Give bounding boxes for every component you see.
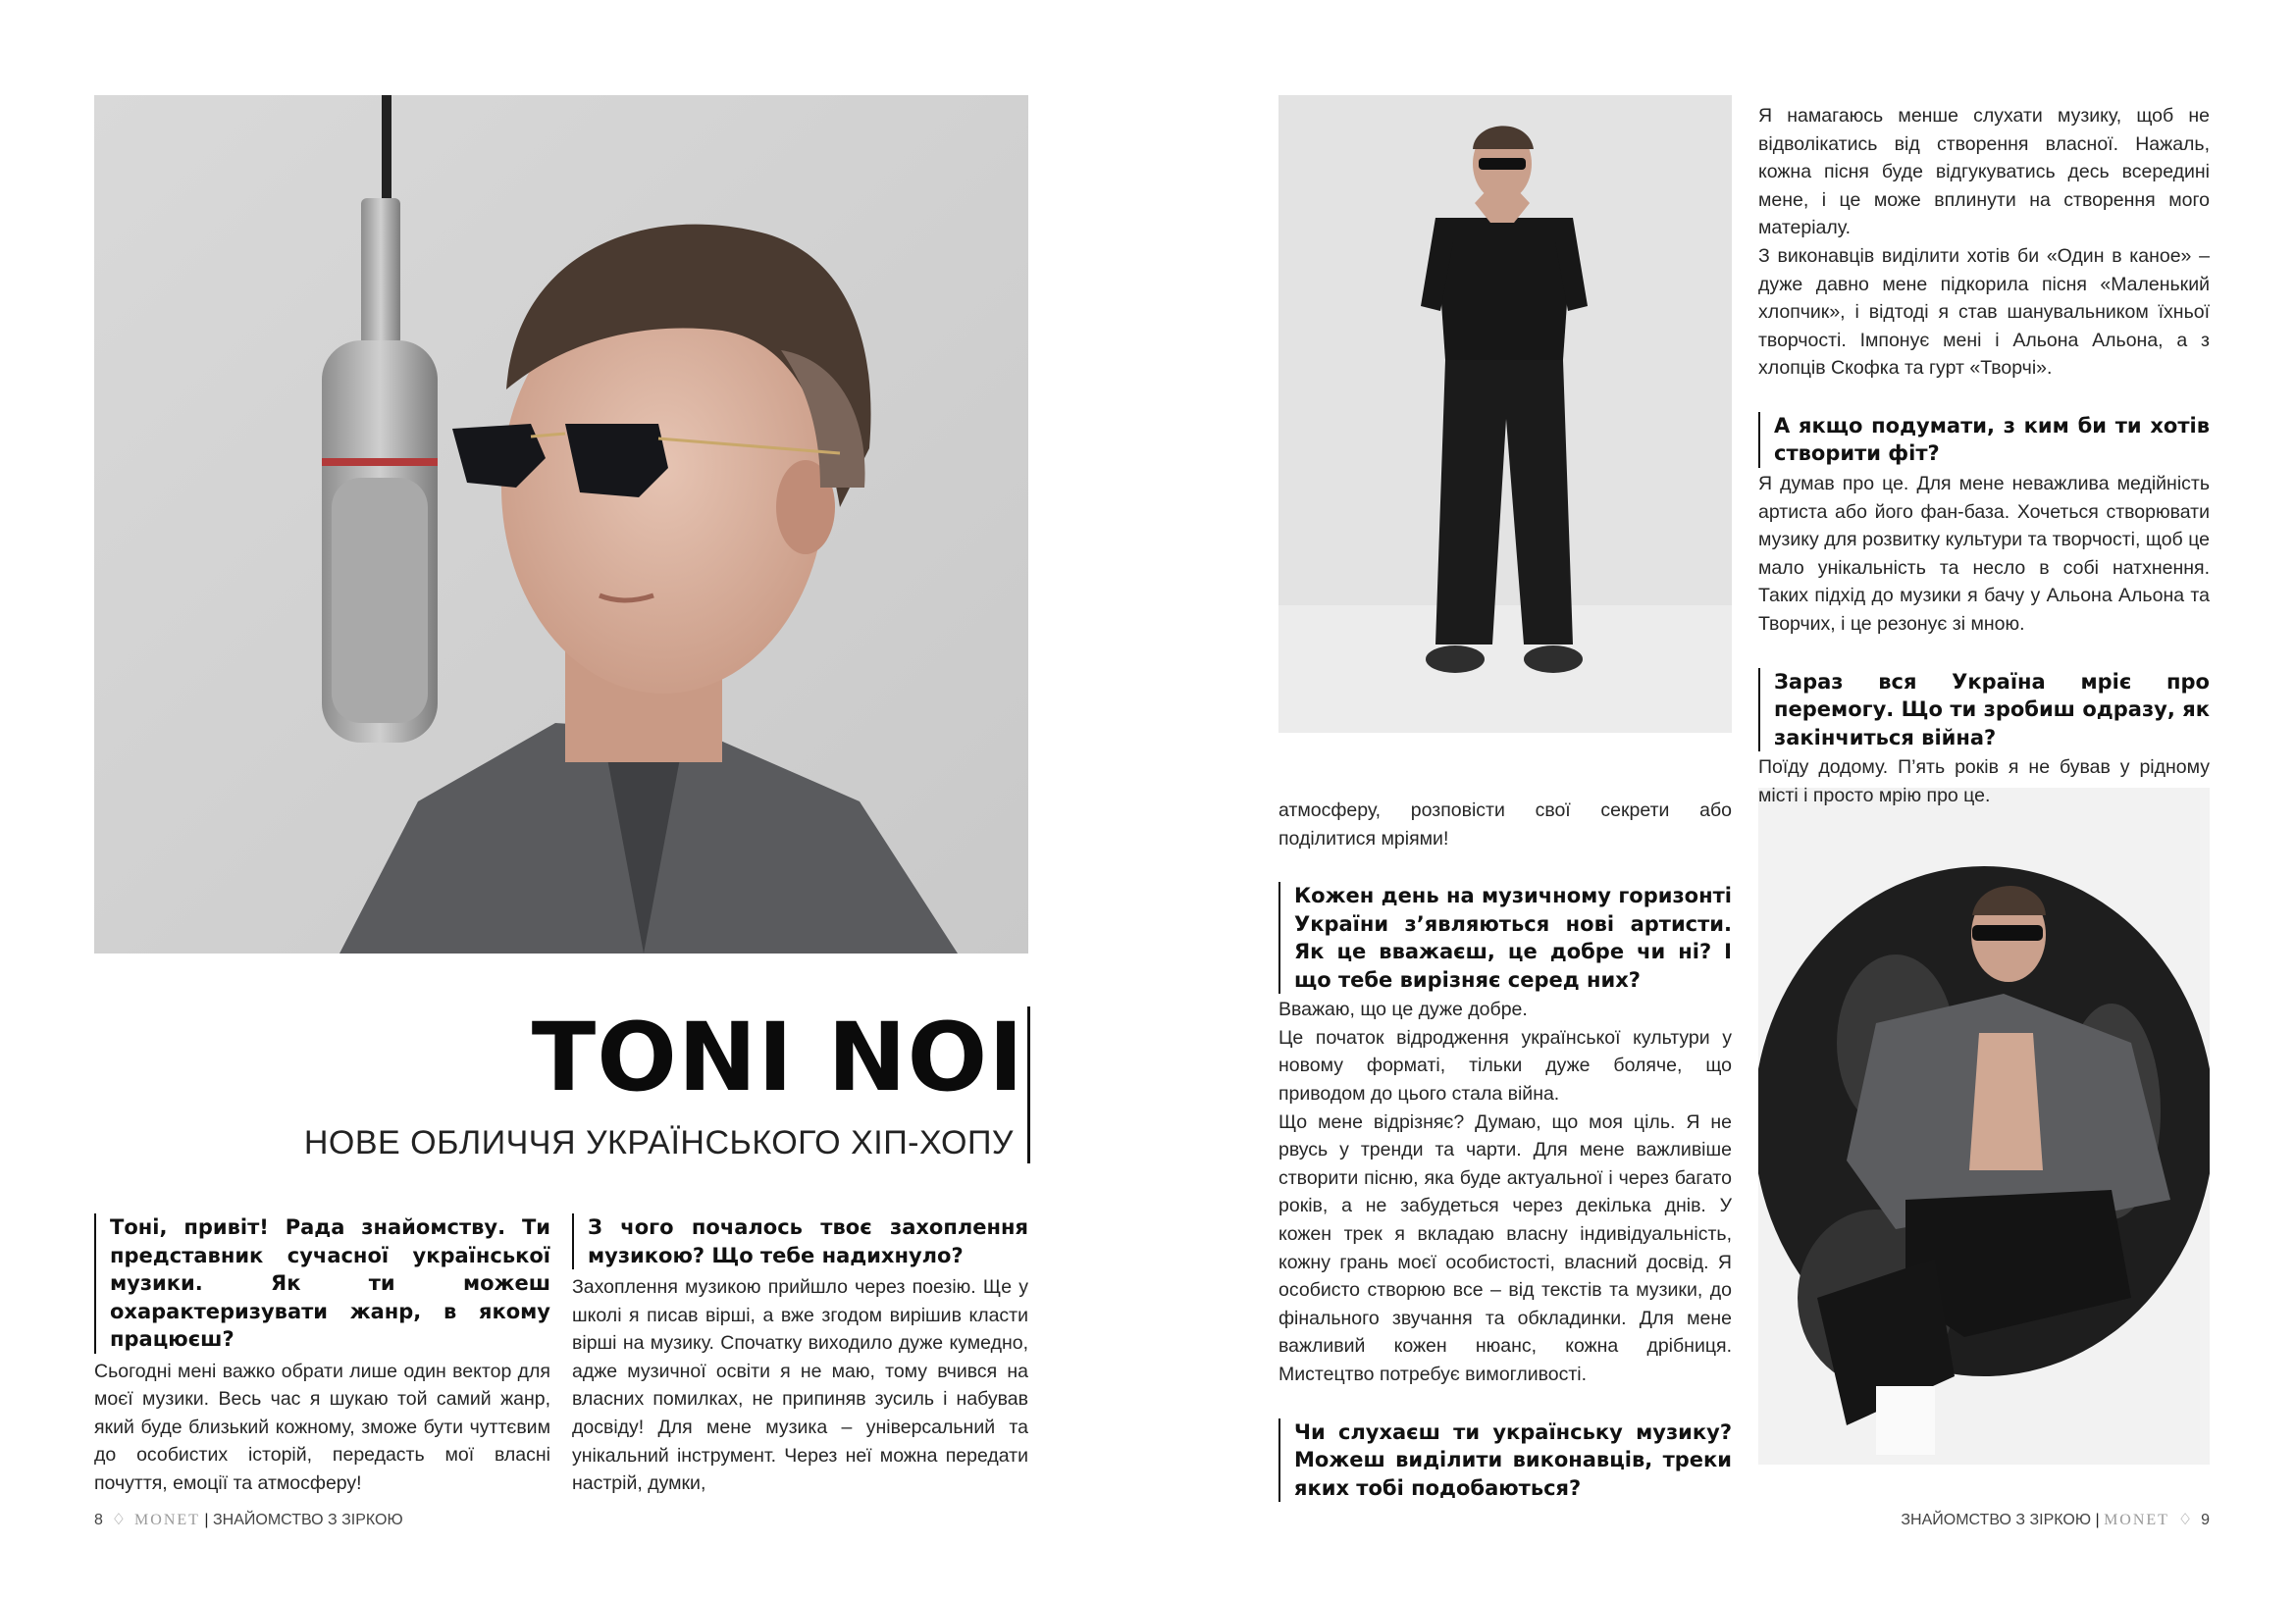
interview-question: Чи слухаєш ти українську музику? Можеш виділити виконавців, треки яких тобі подобаються? [1278, 1418, 1732, 1503]
article-title: TONI NOI [531, 1003, 1024, 1112]
interview-answer [1278, 996, 1732, 1388]
answer-paragraph: Захоплення музикою прийшло через поезію. Ще у школі я писав вірші, а вже згодом вирішив класти вірші на музику. Спочатку виходило дуже кумедно, адже музичної освіти я не маю, тому вчився на власних помилках, не припиняв зусиль і набував досвіду! Для мене музика – універсальний та унікальний інструмент. Через неї можна передати настрій, думки, [572, 1276, 1028, 1495]
page-number: 8 [94, 1512, 103, 1528]
interview-question: Кожен день на музичному горизонті України з’являються нові артисти. Як це вважаєш, це добре чи ні? І що тебе вирізняє серед них? [1278, 882, 1732, 994]
interview-answer [1758, 102, 2210, 383]
interview-question: Зараз вся Україна мріє про перемогу. Що ти зробиш одразу, як закінчиться війна? [1758, 668, 2210, 752]
article-subtitle: НОВЕ ОБЛИЧЧЯ УКРАЇНСЬКОГО ХІП-ХОПУ [303, 1124, 1014, 1161]
answer-paragraph: атмосферу, розповісти свої секрети або поділитися мріями! [1278, 799, 1732, 850]
portrait-photo-microphone [94, 95, 1028, 954]
footer-separator: | [204, 1512, 209, 1528]
section-name: ЗНАЙОМСТВО З ЗІРКОЮ [213, 1512, 403, 1528]
interview-question: А якщо подумати, з ким би ти хотів створити фіт? [1758, 412, 2210, 468]
answer-paragraph: Це початок відродження української культури у новому форматі, тільки дуже боляче, що приводом до цього стала війна. [1278, 1026, 1732, 1105]
interview-answer [1758, 470, 2210, 639]
title-divider-bar [1027, 1006, 1030, 1163]
answer-paragraph: Я намагаюсь менше слухати музику, щоб не відволікатись від створення власної. Нажаль, кожна пісня буде відгукуватись десь всередині мене, і це може вплинути на створення мого матеріалу. [1758, 105, 2210, 239]
interview-answer [94, 1358, 550, 1498]
magazine-brand: MONET [134, 1512, 200, 1528]
left-page-footer [94, 1510, 403, 1531]
right-bottom-column [1278, 797, 1732, 1502]
answer-paragraph: Вважаю, що це дуже добре. [1278, 999, 1528, 1021]
left-column-2 [572, 1213, 1028, 1498]
left-column-1 [94, 1213, 550, 1497]
interview-question: З чого почалось твоє захоплення музикою? Що тебе надихнуло? [572, 1213, 1028, 1269]
answer-paragraph: З виконавців виділити хотів би «Один в каное» – дуже давно мене підкорила пісня «Маленький хлопчик», і відтоді я став шанувальником їхньої творчості. Імпонує мені і Альона Альона, а з хлопців Скофка та гурт «Творчі». [1758, 244, 2210, 380]
right-top-column [1758, 102, 2210, 809]
section-name: ЗНАЙОМСТВО З ЗІРКОЮ [1901, 1512, 2091, 1528]
answer-paragraph: Поїду додому. П’ять років я не бував у рідному місті і просто мрію про це. [1758, 756, 2210, 806]
interview-question: Тоні, привіт! Рада знайомству. Ти представник сучасної української музики. Як ти можеш охарактеризувати жанр, в якому працюєш? [94, 1213, 550, 1354]
answer-paragraph: Сьогодні мені важко обрати лише один вектор для моєї музики. Весь час я шукаю той самий жанр, який буде близький кожному, зможе бути чуттєвим до особистих історій, передасть мої власні почуття, емоції та атмосферу! [94, 1360, 550, 1494]
answer-paragraph: Що мене відрізняє? Думаю, що моя ціль. Я не рвусь у тренди та чарти. Для мене важливіше створити пісню, яка буде актуальної і через багато років, а не забудеться через декілька днів. У кожен трек я вкладаю власну індивідуальність, кожну грань моєї особистості, власний досвід. Я особисто створюю все – від текстів та музики, до фінального звучання та обкладинки. Для мене важливий кожен нюанс, кожна дрібниця. Мистецтво потребує вимогливості. [1278, 1110, 1732, 1385]
footer-separator: | [2095, 1512, 2100, 1528]
full-body-photo [1278, 95, 1732, 733]
diamond-icon: ♢ [107, 1512, 130, 1528]
answer-paragraph: Я думав про це. Для мене неважлива медійність артиста або його фан-база. Хочеться створювати музику для розвитку культури та творчості, щоб це мало унікальність та несло в собі натхнення. Таких підхід до музики я бачу у Альона Альона та Творчих, і це резонує зі мною. [1758, 472, 2210, 635]
interview-answer [1758, 753, 2210, 809]
page-number: 9 [2201, 1512, 2210, 1528]
interview-answer [572, 1273, 1028, 1498]
magazine-brand: MONET [2104, 1512, 2169, 1528]
seated-chair-photo [1758, 788, 2210, 1465]
right-page-footer [1901, 1510, 2210, 1531]
continued-answer [1278, 797, 1732, 852]
diamond-icon: ♢ [2173, 1512, 2197, 1528]
